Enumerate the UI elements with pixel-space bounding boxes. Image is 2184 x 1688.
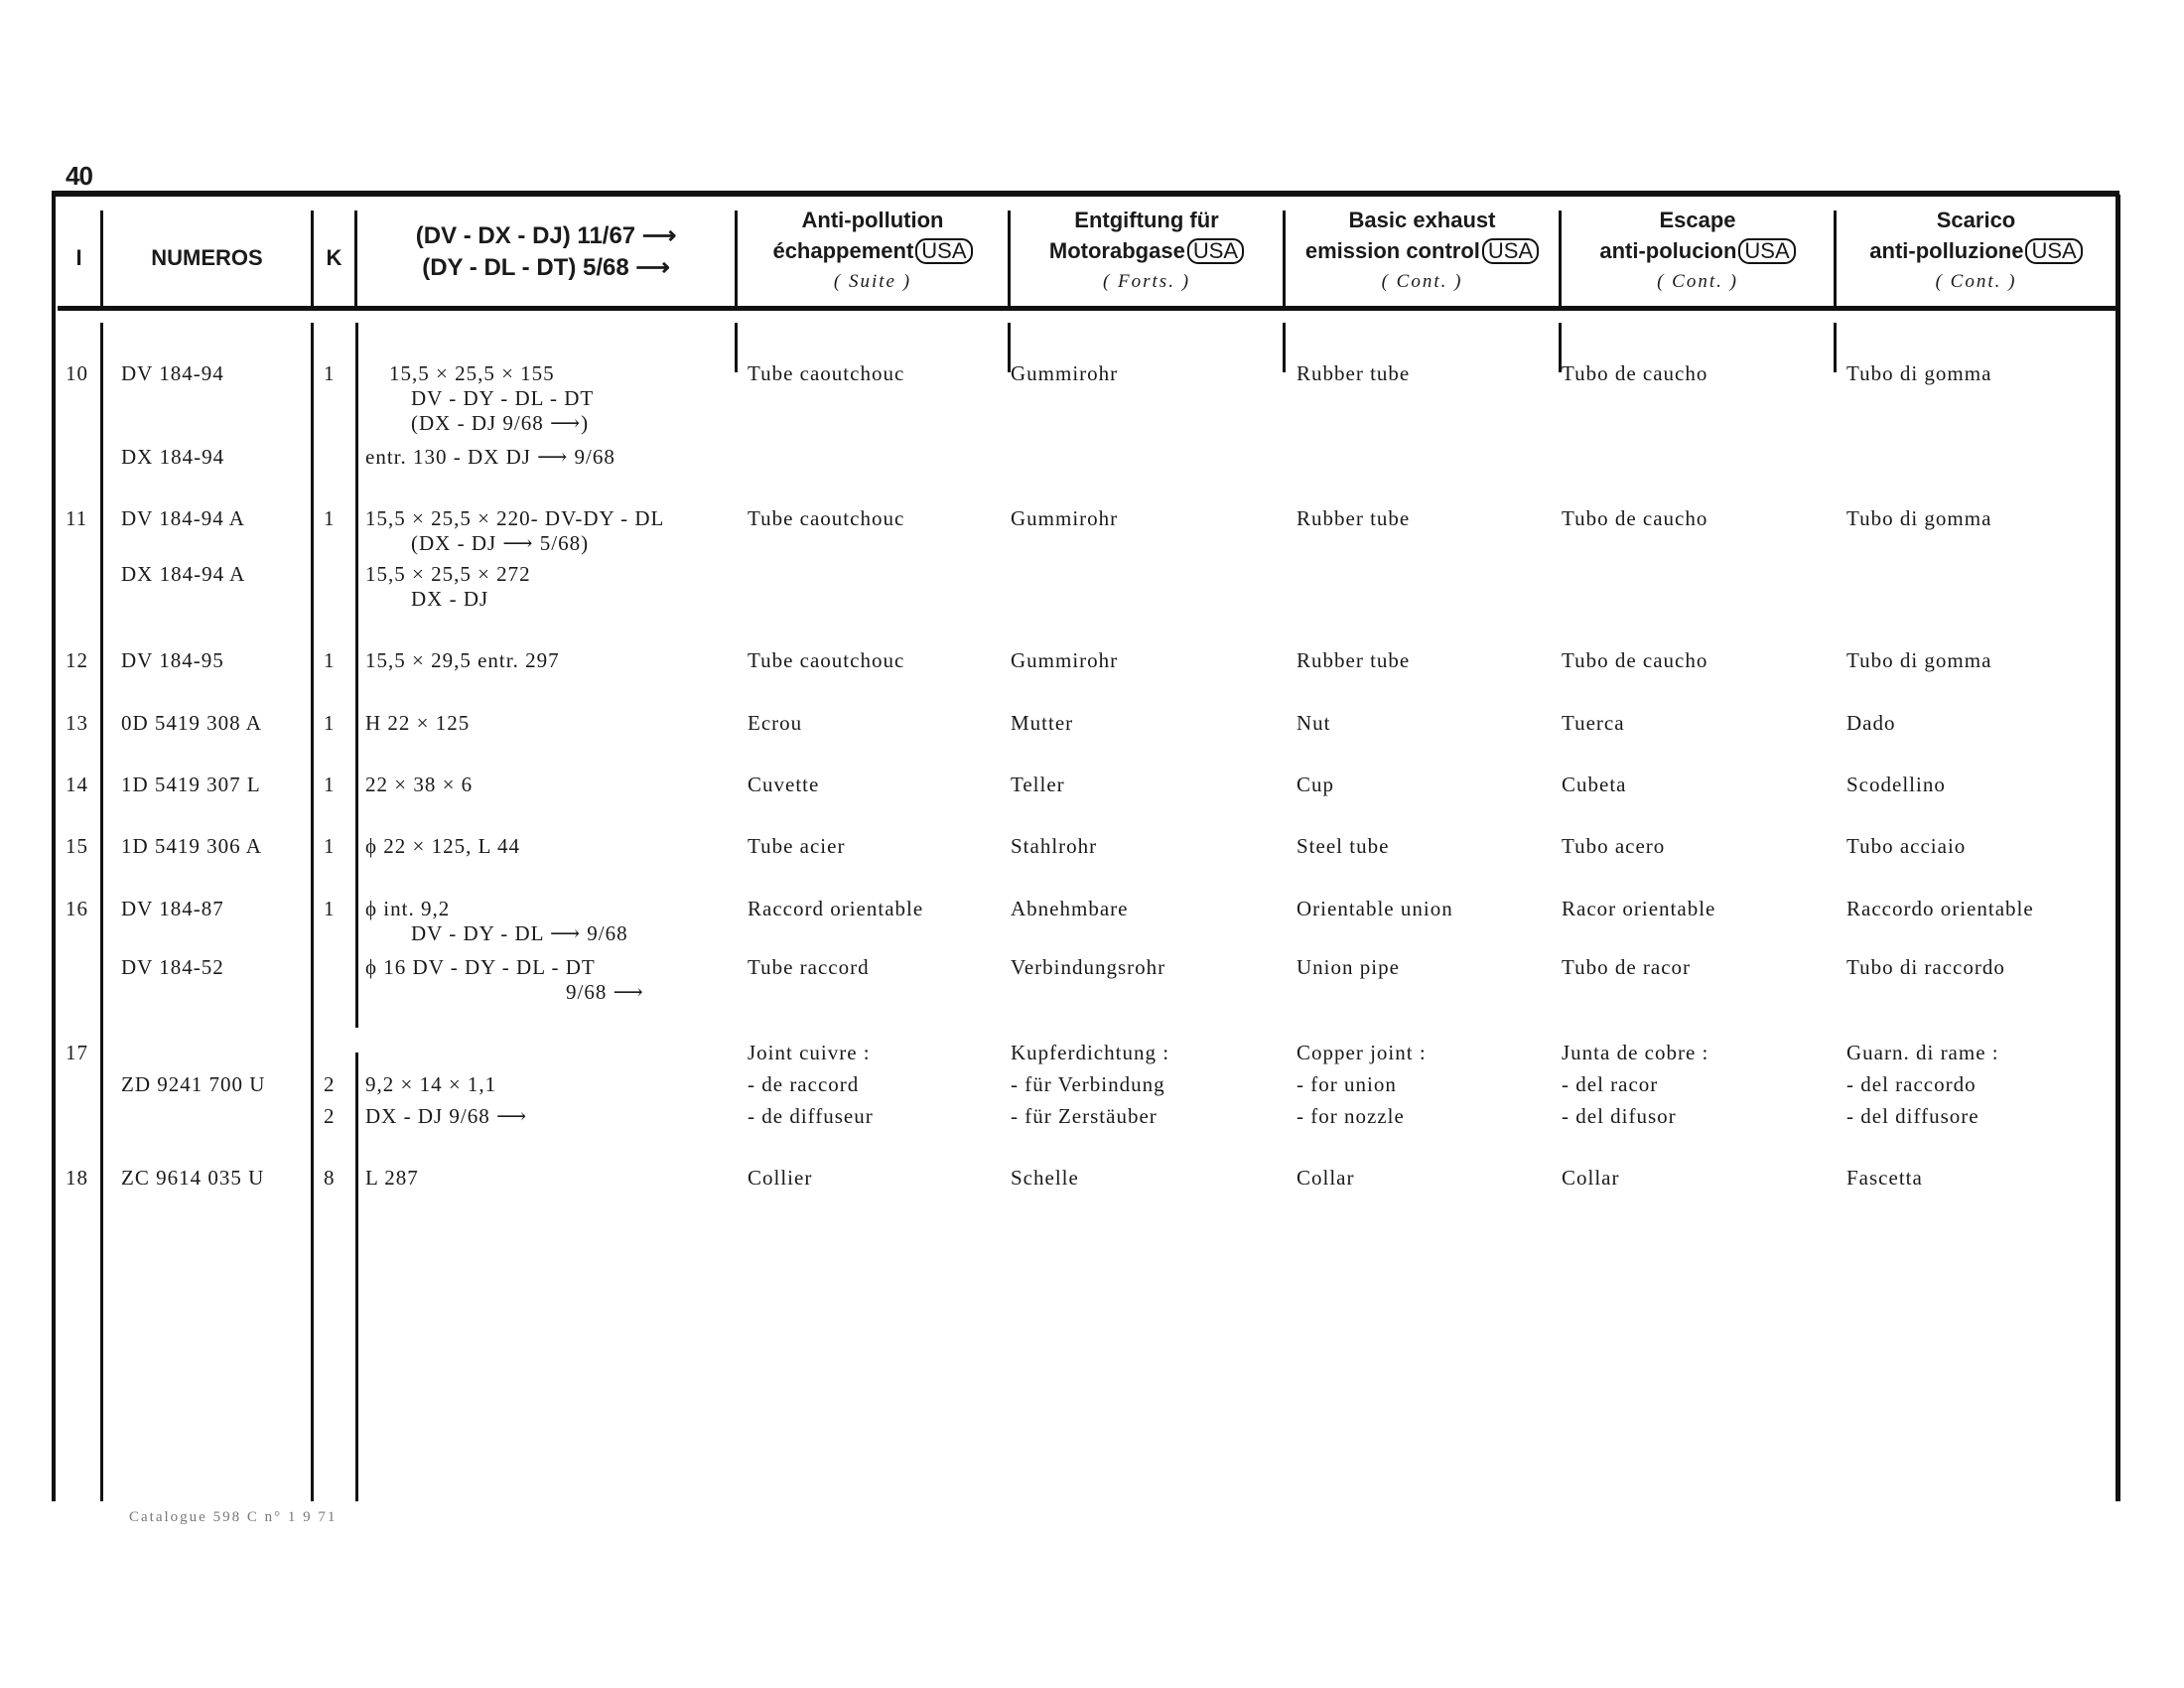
quantity: 2 (324, 1072, 336, 1096)
label-de: Teller (1011, 773, 1065, 796)
part-description: ϕ int. 9,2 (365, 897, 451, 920)
quantity: 2 (324, 1104, 336, 1128)
label-en: Union pipe (1297, 955, 1400, 979)
header-lang-line1: Entgiftung für (1074, 208, 1219, 232)
header-models-line1: (DV - DX - DJ) 11/67 ⟶ (415, 222, 677, 249)
label-fr: Cuvette (748, 773, 820, 796)
label-fr: - de diffuseur (748, 1104, 874, 1128)
label-de: Kupferdichtung : (1011, 1041, 1170, 1064)
part-number: 1D 5419 306 A (121, 834, 262, 858)
header-models-line2: (DY - DL - DT) 5/68 ⟶ (422, 254, 670, 281)
header-lang-fr (738, 205, 1008, 297)
label-es: Racor orientable (1562, 897, 1716, 920)
part-number: DV 184-87 (121, 897, 224, 920)
top-rule (52, 191, 2119, 197)
column-divider (1834, 323, 1837, 372)
header-col-k: K (326, 245, 342, 270)
label-de: - für Zerstäuber (1011, 1104, 1158, 1128)
part-description: 22 × 38 × 6 (365, 773, 474, 796)
label-en: Steel tube (1297, 834, 1390, 858)
header-lang-en (1286, 205, 1559, 297)
label-de: - für Verbindung (1011, 1072, 1165, 1096)
part-number: DX 184-94 A (121, 562, 246, 586)
label-de: Mutter (1011, 711, 1074, 735)
label-it: Tubo di raccordo (1846, 955, 2005, 979)
part-description: H 22 × 125 (365, 711, 471, 735)
header-lang-sub: ( Cont. ) (1657, 271, 1738, 292)
usa-badge: USA (1187, 238, 1244, 264)
label-de: Verbindungsrohr (1011, 955, 1166, 979)
label-en: Orientable union (1297, 897, 1453, 920)
label-de: Gummirohr (1011, 648, 1119, 672)
label-fr: Joint cuivre : (748, 1041, 871, 1064)
quantity: 1 (324, 648, 336, 672)
label-it: Tubo di gomma (1846, 648, 1992, 672)
part-description: ϕ 16 DV - DY - DL - DT (365, 955, 596, 979)
label-fr: - de raccord (748, 1072, 860, 1096)
label-en: Cup (1297, 773, 1335, 796)
label-de: Gummirohr (1011, 506, 1119, 530)
item-number: 13 (66, 711, 88, 735)
label-fr: Tube acier (748, 834, 846, 858)
label-es: Cubeta (1562, 773, 1627, 796)
label-es: - del racor (1562, 1072, 1659, 1096)
label-it: Scodellino (1846, 773, 1946, 796)
part-description: DX - DJ (411, 587, 489, 611)
header-lang-sub: ( Forts. ) (1102, 271, 1191, 292)
label-it: Guarn. di rame : (1846, 1041, 1999, 1064)
label-es: Tubo de caucho (1562, 506, 1708, 530)
label-fr: Raccord orientable (748, 897, 924, 920)
label-fr: Tube caoutchouc (748, 506, 905, 530)
label-de: Schelle (1011, 1166, 1079, 1190)
label-es: Collar (1562, 1166, 1620, 1190)
catalogue-footer: Catalogue 598 C n° 1 9 71 (129, 1509, 338, 1525)
page-number: 40 (66, 161, 92, 191)
header-lang-line1: Basic exhaust (1348, 208, 1496, 232)
column-divider (1283, 323, 1286, 372)
part-description: entr. 130 - DX DJ ⟶ 9/68 (365, 445, 615, 469)
label-es: Junta de cobre : (1562, 1041, 1709, 1064)
header-models (357, 220, 735, 284)
label-fr: Tube caoutchouc (748, 648, 905, 672)
label-it: Tubo di gomma (1846, 361, 1992, 385)
part-description: 15,5 × 25,5 × 220- DV-DY - DL (365, 506, 665, 530)
part-number: 1D 5419 307 L (121, 773, 261, 796)
usa-badge: USA (915, 238, 972, 264)
header-lang-sub: ( Cont. ) (1935, 271, 2017, 292)
label-en: Rubber tube (1297, 361, 1411, 385)
label-es: Tubo de caucho (1562, 648, 1708, 672)
header-lang-it (1837, 205, 2116, 297)
border-left (52, 195, 56, 1501)
label-it: Tubo di gomma (1846, 506, 1992, 530)
label-it: Fascetta (1846, 1166, 1923, 1190)
label-fr: Collier (748, 1166, 813, 1190)
header-rule (58, 306, 2119, 311)
label-en: Rubber tube (1297, 506, 1411, 530)
part-number: 0D 5419 308 A (121, 711, 262, 735)
quantity: 1 (324, 361, 336, 385)
part-description: DV - DY - DL ⟶ 9/68 (411, 921, 628, 945)
header-lang-sub: ( Suite ) (833, 271, 912, 292)
header-col-numeros: NUMEROS (151, 245, 263, 270)
border-right (2116, 195, 2120, 1501)
label-it: Dado (1846, 711, 1896, 735)
quantity: 1 (324, 834, 336, 858)
part-number: ZC 9614 035 U (121, 1166, 265, 1190)
column-divider (355, 1053, 358, 1501)
item-number: 10 (66, 361, 88, 385)
header-lang-line2: emission control (1304, 238, 1480, 263)
label-es: - del difusor (1562, 1104, 1677, 1128)
quantity: 1 (324, 897, 336, 920)
label-en: - for nozzle (1297, 1104, 1405, 1128)
label-es: Tubo de caucho (1562, 361, 1708, 385)
usa-badge: USA (1482, 238, 1539, 264)
part-description: 15,5 × 25,5 × 155 (389, 361, 555, 385)
column-divider (311, 323, 314, 1501)
header-lang-line1: Anti-pollution (801, 208, 944, 232)
part-description: 15,5 × 29,5 entr. 297 (365, 648, 560, 672)
header-lang-line1: Scarico (1936, 208, 2016, 232)
label-en: - for union (1297, 1072, 1397, 1096)
label-it: - del diffusore (1846, 1104, 1979, 1128)
item-number: 16 (66, 897, 88, 920)
column-divider (100, 323, 103, 1501)
part-description: 9/68 ⟶ (566, 980, 644, 1004)
label-it: Tubo acciaio (1846, 834, 1967, 858)
part-description: ϕ 22 × 125, L 44 (365, 834, 520, 858)
header-lang-line1: Escape (1659, 208, 1736, 232)
header-lang-line2: échappement (772, 238, 914, 263)
item-number: 18 (66, 1166, 88, 1190)
label-en: Copper joint : (1297, 1041, 1427, 1064)
part-number: ZD 9241 700 U (121, 1072, 266, 1096)
part-number: DV 184-94 (121, 361, 224, 385)
part-description: (DX - DJ 9/68 ⟶) (411, 411, 590, 435)
label-es: Tubo de racor (1562, 955, 1692, 979)
label-en: Rubber tube (1297, 648, 1411, 672)
usa-badge: USA (1738, 238, 1795, 264)
label-de: Stahlrohr (1011, 834, 1098, 858)
item-number: 11 (66, 506, 88, 530)
label-es: Tubo acero (1562, 834, 1666, 858)
column-divider (355, 323, 358, 1028)
item-number: 14 (66, 773, 88, 796)
part-description: DV - DY - DL - DT (411, 386, 595, 410)
header-lang-line2: anti-polluzione (1869, 238, 2024, 263)
label-fr: Tube raccord (748, 955, 870, 979)
part-description: 9,2 × 14 × 1,1 (365, 1072, 497, 1096)
column-divider (735, 323, 738, 372)
label-de: Abnehmbare (1011, 897, 1129, 920)
header-lang-de (1011, 205, 1283, 297)
part-description: L 287 (365, 1166, 419, 1190)
label-es: Tuerca (1562, 711, 1625, 735)
label-it: - del raccordo (1846, 1072, 1977, 1096)
label-de: Gummirohr (1011, 361, 1119, 385)
part-number: DV 184-95 (121, 648, 224, 672)
usa-badge: USA (2025, 238, 2082, 264)
label-en: Collar (1297, 1166, 1355, 1190)
item-number: 12 (66, 648, 88, 672)
header-lang-line2: anti-polucion (1599, 238, 1737, 263)
label-fr: Tube caoutchouc (748, 361, 905, 385)
item-number: 17 (66, 1041, 88, 1064)
label-fr: Ecrou (748, 711, 803, 735)
header-lang-sub: ( Cont. ) (1381, 271, 1463, 292)
label-en: Nut (1297, 711, 1331, 735)
part-number: DV 184-94 A (121, 506, 245, 530)
quantity: 1 (324, 711, 336, 735)
header-lang-es (1562, 205, 1834, 297)
header-col-i: I (75, 245, 82, 270)
part-number: DV 184-52 (121, 955, 224, 979)
part-description: 15,5 × 25,5 × 272 (365, 562, 531, 586)
quantity: 1 (324, 506, 336, 530)
quantity: 8 (324, 1166, 336, 1190)
item-number: 15 (66, 834, 88, 858)
part-number: DX 184-94 (121, 445, 225, 469)
header-lang-line2: Motorabgase (1048, 238, 1185, 263)
part-description: (DX - DJ ⟶ 5/68) (411, 531, 590, 555)
part-description: DX - DJ 9/68 ⟶ (365, 1104, 528, 1128)
quantity: 1 (324, 773, 336, 796)
label-it: Raccordo orientable (1846, 897, 2034, 920)
